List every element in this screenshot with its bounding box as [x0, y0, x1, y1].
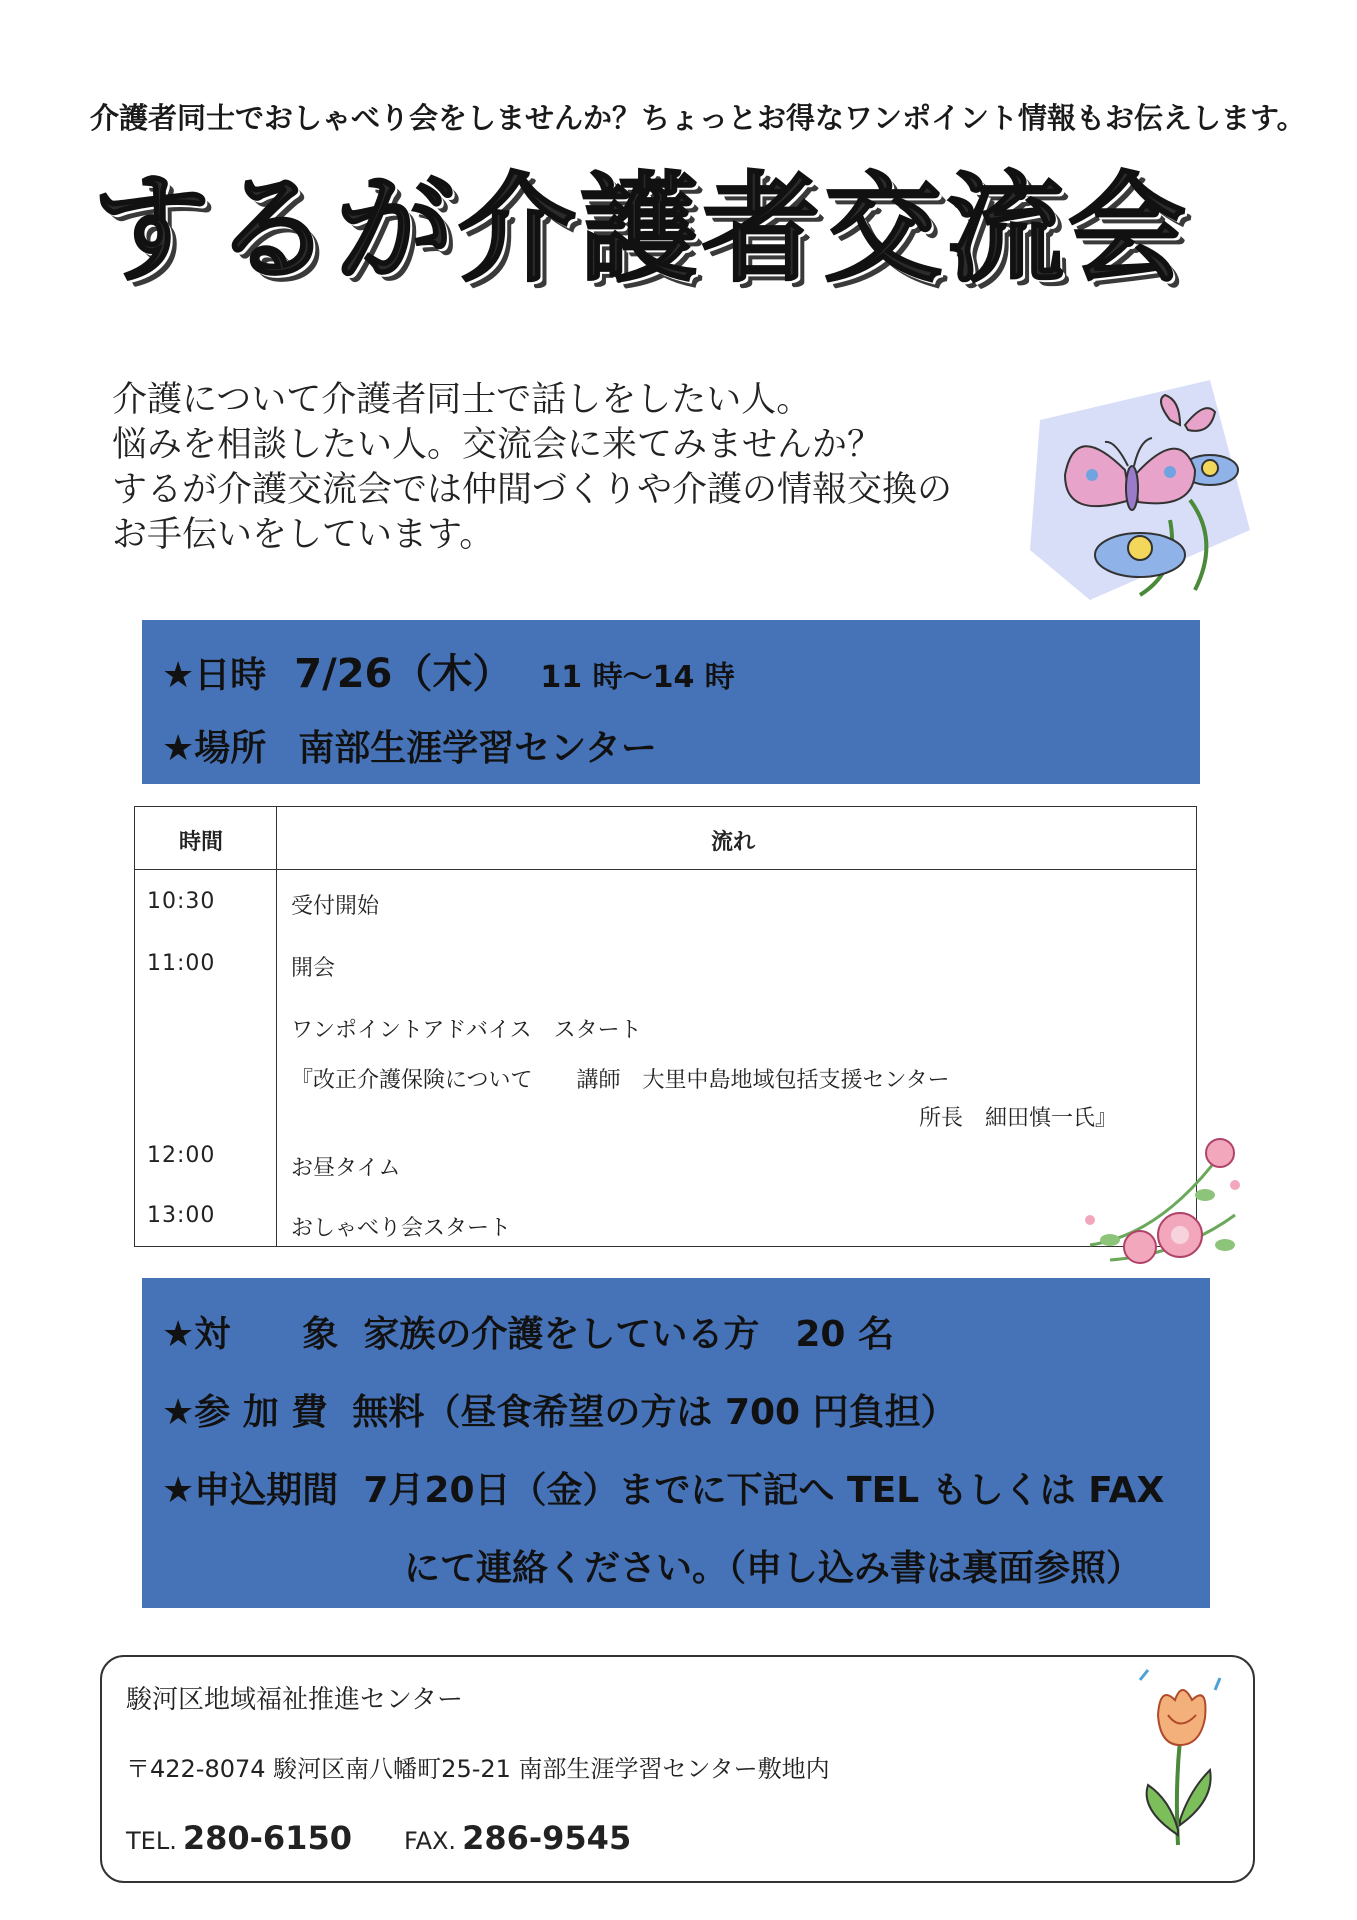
page-title: するが介護者交流会 — [92, 160, 1191, 298]
schedule-flow: お昼タイム — [291, 1156, 401, 1181]
event-info-box — [142, 620, 1200, 784]
intro-line: お手伝いをしています。 — [112, 515, 495, 555]
tagline: 介護者同士でおしゃべり会をしませんか？ちょっとお得なワンポイント情報もお伝えします。 — [90, 101, 1306, 135]
tel-number: 280-6150 — [182, 1819, 352, 1857]
time-value: 11 時～14 時 — [540, 660, 735, 695]
schedule-header-time: 時間 — [179, 830, 224, 855]
fax-number: 286-9545 — [462, 1819, 632, 1857]
date-value: 7/26（木） — [294, 651, 513, 697]
schedule-flow: 受付開始 — [291, 894, 380, 919]
apply-label: ★申込期間 — [162, 1470, 339, 1511]
schedule-time: 13:00 — [147, 1203, 216, 1228]
place-row — [162, 720, 657, 771]
column-divider — [276, 807, 277, 1246]
schedule-flow: 所長 細田慎一氏』 — [919, 1106, 1118, 1131]
apply-value: 7月20日（金）までに下記へ TEL もしくは FAX — [363, 1470, 1165, 1511]
intro-line: 介護について介護者同士で話しをしたい人。 — [112, 380, 812, 420]
fee-row — [162, 1384, 957, 1435]
schedule-time: 11:00 — [147, 951, 216, 976]
schedule-flow: おしゃべり会スタート — [291, 1216, 512, 1241]
phone-fax — [126, 1819, 631, 1857]
contact-footer — [100, 1655, 1255, 1883]
tulip-illustration — [1120, 1660, 1230, 1850]
apply-row — [162, 1462, 1164, 1513]
apply-row-continued — [404, 1540, 1142, 1591]
flower-corner-illustration — [1070, 1125, 1245, 1275]
date-label: ★日時 — [162, 655, 267, 696]
target-value: 家族の介護をしている方 20 名 — [363, 1314, 894, 1355]
schedule-time: 10:30 — [147, 889, 216, 914]
schedule-header-flow: 流れ — [711, 830, 756, 855]
butterfly-flower-illustration — [1020, 380, 1250, 600]
schedule-flow: ワンポイントアドバイス スタート — [291, 1018, 642, 1043]
schedule-flow: 開会 — [291, 956, 336, 981]
fee-value: 無料（昼食希望の方は 700 円負担） — [352, 1392, 957, 1433]
target-label: ★対 象 — [162, 1314, 339, 1355]
schedule-flow: 『改正介護保険について 講師 大里中島地域包括支援センター — [291, 1068, 950, 1093]
target-row — [162, 1306, 894, 1357]
apply-value-continued: にて連絡ください。（申し込み書は裏面参照） — [404, 1548, 1143, 1589]
details-box — [142, 1278, 1210, 1608]
address: 〒422-8074 駿河区南八幡町25-21 南部生涯学習センター敷地内 — [126, 1755, 830, 1783]
place-label: ★場所 — [162, 728, 267, 769]
intro-line: するが介護交流会では仲間づくりや介護の情報交換の — [112, 470, 953, 510]
tel-label: TEL. — [126, 1827, 177, 1855]
fee-label: ★参 加 費 — [162, 1392, 328, 1433]
date-row — [162, 642, 735, 699]
intro-text — [112, 378, 1012, 558]
header-divider — [135, 869, 1196, 870]
org-name: 駿河区地域福祉推進センター — [126, 1685, 463, 1715]
intro-line: 悩みを相談したい人。交流会に来てみませんか？ — [112, 425, 883, 465]
place-value: 南部生涯学習センター — [298, 728, 657, 769]
schedule-time: 12:00 — [147, 1143, 216, 1168]
fax-label: FAX. — [403, 1827, 457, 1855]
schedule-table — [134, 806, 1197, 1247]
